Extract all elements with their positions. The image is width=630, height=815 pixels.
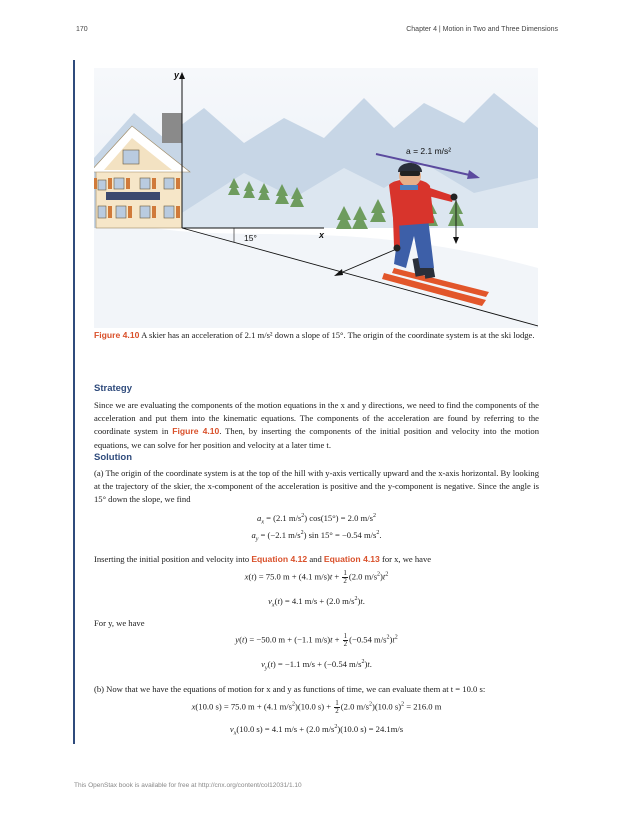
inserting-and: and (309, 554, 322, 564)
equation-ax: $a_x = (2.1$ $m/s^2$) cos(15°) = 2.0 $m/s^2$ (257, 513, 376, 526)
sidebar-rule (73, 60, 75, 744)
equation-vy-t: $v_y(t) = -1.1$ m/s + (−0.54 $m/s^2)t$. (261, 659, 372, 672)
part-b-paragraph: (b) Now that we have the equations of motion for x and y as functions of time, we can evaluate them at t = 10.0 s: (94, 684, 486, 694)
equation-x-10: x(10.0 s) = 75.0 m + (4.1 $m/s^2)(10.0$ s) + $\frac{1}{2}$ (2.0 $m/s^2)(10.0$ s)$^2$ = 216.0 m (191, 699, 442, 715)
inserting-end: for x, we have (381, 554, 432, 564)
equation-x-t: x(t) = 75.0 m + (4.1 m/s)t + $\frac{1}{2}$ (2.0 $m/s^2)t^2$ (244, 569, 389, 585)
strategy-text: Since we are evaluating the components of the motion equations in the x and y directions, we need to find the components of the acceleration and put them into the kinematic equations. The components of the acceleration are found by referring to the coordinate system in (94, 400, 539, 437)
acceleration-label: a = 2.1 m/s² (406, 146, 452, 156)
equation-vx-10: $v_x(10.0$ s) = 4.1 m/s + (2.0 $m/s^2)(10.0$ s) = 24.1m/s (229, 724, 404, 737)
angle-label: 15° (244, 233, 257, 243)
solution-heading: Solution (94, 452, 132, 463)
strategy-text-end: . Then, by inserting the components of the initial position and velocity into the motion equations, we can solve for her position and velocity at a later time t. (94, 426, 539, 450)
equation-y-t: y(t) = −50.0 m + (−1.1 m/s)t + $\frac{1}{2}$ (−0.54 $m/s^2)t^2$ (235, 632, 398, 648)
for-y-paragraph: For y, we have (94, 618, 145, 628)
skier-figure (94, 68, 538, 328)
footer-note: This OpenStax book is available for free at http://cnx.org/content/col12031/1.10 (74, 782, 302, 789)
equation-4-13-link[interactable]: Equation 4.13 (323, 554, 380, 564)
strategy-paragraph (94, 399, 539, 452)
chapter-title: Chapter 4 | Motion in Two and Three Dimensions (406, 26, 558, 33)
part-a-paragraph: (a) The origin of the coordinate system is at the top of the hill with y-axis vertically upward and the x-axis horizontal. By looking at the trajectory of the skier, the x-component of the acceleration is positive and the y-component is negative. Since the angle is 15° down the slope, we find (94, 468, 539, 505)
inserting-text: Inserting the initial position and velocity into (94, 554, 250, 564)
figure-ref-link[interactable]: Figure 4.10 (172, 426, 220, 437)
equation-4-12-link[interactable]: Equation 4.12 (251, 554, 308, 564)
equation-vx-t: $v_x(t) = 4.1$ m/s + (2.0 $m/s^2)t$. (268, 596, 365, 609)
y-axis-label: y (174, 70, 180, 80)
inserting-paragraph (94, 553, 539, 566)
x-axis-label: x (319, 230, 325, 240)
figure-caption-text: A skier has an acceleration of 2.1 m/s² down a slope of 15°. The origin of the coordinate system is at the ski lodge. (141, 330, 535, 340)
strategy-heading: Strategy (94, 383, 133, 394)
page-number: 170 (76, 26, 88, 33)
equation-ay: $a_y = (-2.1$ $m/s^2$) sin 15° = −0.54 $m/s^2$. (251, 530, 382, 543)
figure-label: Figure 4.10 (94, 330, 140, 340)
figure-caption (94, 328, 539, 342)
